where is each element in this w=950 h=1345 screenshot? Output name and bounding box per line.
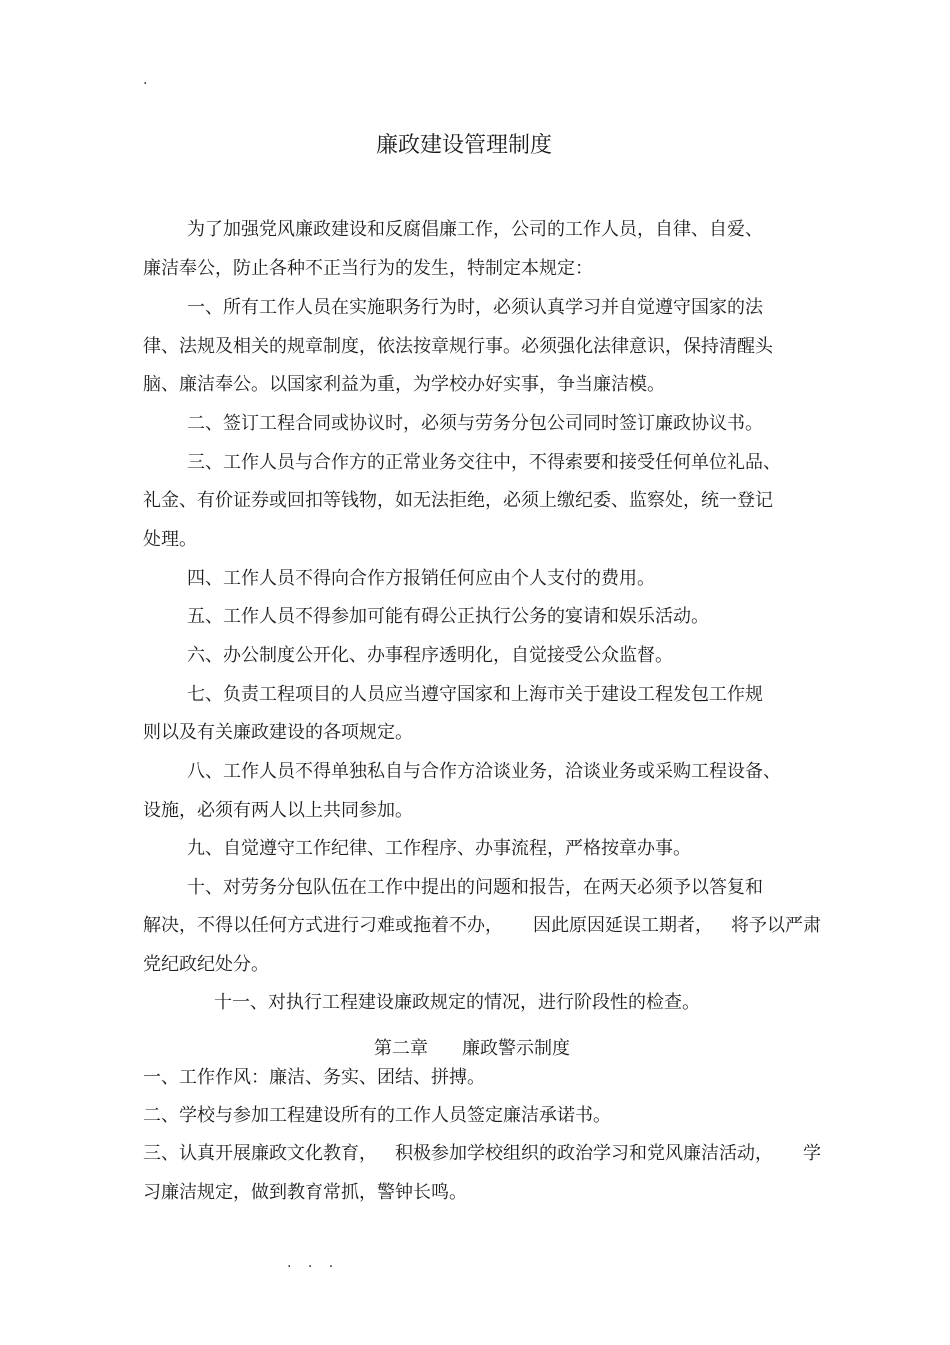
- chapter-name: 廉政警示制度: [462, 1038, 570, 1059]
- paragraph-line: 九、自觉遵守工作纪律、工作程序、办事流程，严格按章办事。: [187, 838, 691, 859]
- line-segment: 解决，不得以任何方式进行刁难或拖着不办，: [143, 915, 503, 936]
- paragraph-line: 则以及有关廉政建设的各项规定。: [143, 722, 413, 743]
- paragraph-line: 律、法规及相关的规章制度，依法按章规行事。必须强化法律意识，保持清醒头: [143, 336, 773, 357]
- paragraph-line: 七、负责工程项目的人员应当遵守国家和上海市关于建设工程发包工作规: [187, 684, 763, 705]
- paragraph-line: 为了加强党风廉政建设和反腐倡廉工作，公司的工作人员，自律、自爱、: [187, 219, 763, 240]
- line-segment: 三、认真开展廉政文化教育，: [143, 1143, 377, 1164]
- paragraph-line: 设施，必须有两人以上共同参加。: [143, 800, 413, 821]
- paragraph-line: 八、工作人员不得单独私自与合作方洽谈业务，洽谈业务或采购工程设备、: [187, 761, 781, 782]
- chapter-heading: [374, 1037, 570, 1061]
- paragraph-line: 党纪政纪处分。: [143, 954, 269, 975]
- paragraph-line: 脑、廉洁奉公。以国家利益为重，为学校办好实事，争当廉洁模。: [143, 374, 665, 395]
- document-title: 廉政建设管理制度: [375, 133, 552, 158]
- paragraph-line: [143, 1142, 821, 1166]
- header-mark: .: [143, 72, 148, 88]
- paragraph-line: 十、对劳务分包队伍在工作中提出的问题和报告，在两天必须予以答复和: [187, 877, 763, 898]
- line-segment: 学: [803, 1143, 821, 1164]
- line-segment: 积极参加学校组织的政治学习和党风廉洁活动，: [395, 1143, 773, 1164]
- paragraph-line: 四、工作人员不得向合作方报销任何应由个人支付的费用。: [187, 568, 655, 589]
- paragraph-line: 六、办公制度公开化、办事程序透明化，自觉接受公众监督。: [187, 645, 673, 666]
- paragraph-line: 五、工作人员不得参加可能有碍公正执行公务的宴请和娱乐活动。: [187, 606, 709, 627]
- paragraph-line: 二、学校与参加工程建设所有的工作人员签定廉洁承诺书。: [143, 1105, 611, 1126]
- paragraph-line: 三、工作人员与合作方的正常业务交往中，不得索要和接受任何单位礼品、: [187, 452, 781, 473]
- paragraph-line: 礼金、有价证券或回扣等钱物，如无法拒绝，必须上缴纪委、监察处，统一登记: [143, 490, 773, 511]
- paragraph-line: 一、所有工作人员在实施职务行为时，必须认真学习并自觉遵守国家的法: [187, 297, 763, 318]
- paragraph-line: 十一、对执行工程建设廉政规定的情况，进行阶段性的检查。: [214, 992, 700, 1013]
- paragraph-line: 习廉洁规定，做到教育常抓，警钟长鸣。: [143, 1182, 467, 1203]
- paragraph-line: 二、签订工程合同或协议时，必须与劳务分包公司同时签订廉政协议书。: [187, 413, 763, 434]
- paragraph-line: 廉洁奉公，防止各种不正当行为的发生，特制定本规定：: [143, 258, 593, 279]
- footer-mark: . . .: [287, 1255, 340, 1271]
- paragraph-line: 处理。: [143, 529, 197, 550]
- paragraph-line: [143, 914, 821, 938]
- line-segment: 因此原因延误工期者，: [533, 915, 713, 936]
- chapter-number: 第二章: [374, 1038, 428, 1059]
- line-segment: 将予以严肃: [731, 915, 821, 936]
- paragraph-line: 一、工作作风：廉洁、务实、团结、拼搏。: [143, 1067, 485, 1088]
